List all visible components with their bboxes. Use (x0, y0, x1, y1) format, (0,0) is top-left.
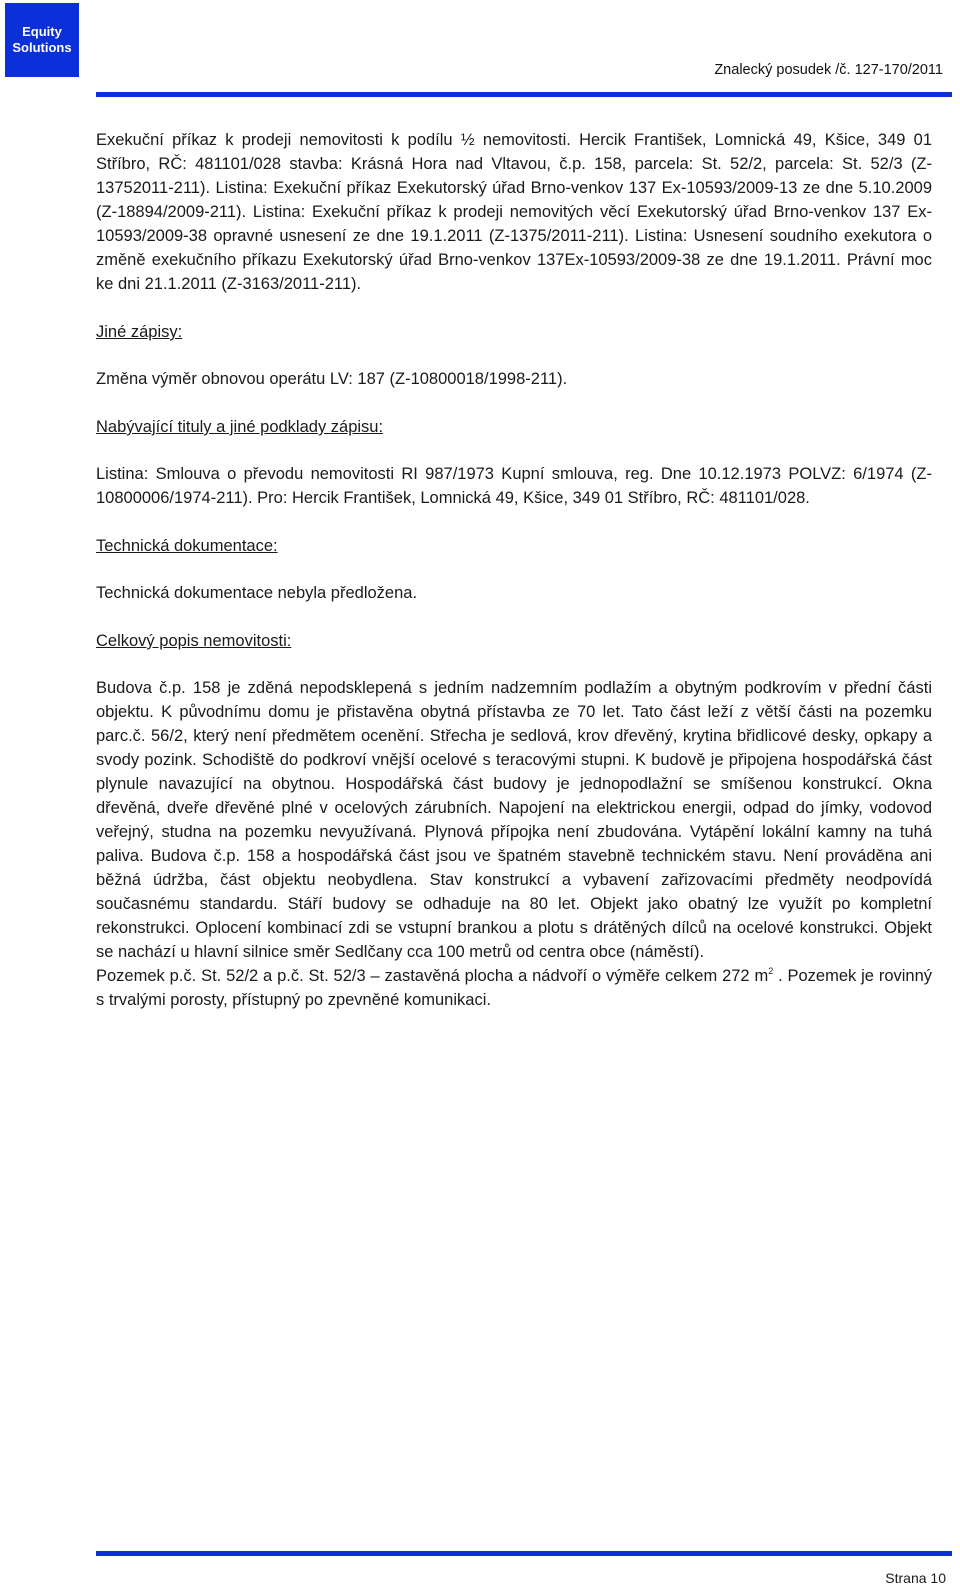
other-records-heading: Jiné zápisy: (96, 323, 183, 341)
logo-line-1: Equity (22, 24, 62, 39)
execution-paragraph: Exekuční příkaz k prodeji nemovitosti k podílu ½ nemovitosti. Hercik František, Lomnická 49, Kšice, 349 01 Stříbro, RČ: 481101/028 stavba: Krásná Hora nad Vltavou, č.p. 158, parcela: St. 52/2, parcela: St. 52/3 (Z-13752011-211). Listina: Exekuční příkaz Exekutorský úřad Brno-venkov 137 Ex-10593/2009-13 ze dne 5.10.2009 (Z-18894/2009-211). Listina: Exekuční příkaz k prodeji nemovitých věcí Exekutorský úřad Brno-venkov 137 Ex-10593/2009-38 opravné usnesení ze dne 19.1.2011 (Z-1375/2011-211). Listina: Usnesení soudního exekutora o změně exekučního příkazu Exekutorský úřad Brno-venkov 137Ex-10593/2009-38 ze dne 19.1.2011. Právní moc ke dni 21.1.2011 (Z-3163/2011-211). (96, 131, 932, 293)
logo-line-2: Solutions (12, 40, 72, 55)
document-reference: Znalecký posudek /č. 127-170/2011 (714, 62, 943, 78)
technical-documentation-heading: Technická dokumentace: (96, 537, 278, 555)
land-description-text (96, 964, 932, 1012)
titles-heading: Nabývající tituly a jiné podklady zápisu: (96, 418, 384, 436)
page-content (96, 128, 932, 1012)
other-records-text: Změna výměr obnovou operátu LV: 187 (Z-10800018/1998-211). (96, 370, 568, 388)
property-description-heading: Celkový popis nemovitosti: (96, 632, 292, 650)
footer-rule (96, 1551, 952, 1556)
property-description-text: Budova č.p. 158 je zděná nepodsklepená s jedním nadzemním podlažím a obytným podkrovím v přední části objektu. K původnímu domu je přistavěna obytná přístavba ze 70 let. Tato část leží z větší části na pozemku parc.č. 56/2, který není předmětem ocenění. Střecha je sedlová, krov dřevěný, krytina břidlicové desky, opkapy a svody pozink. Schodiště do podkroví vnější ocelové s teracovými stupni. K budově je připojena hospodářská část plynule navazující na obytnou. Hospodářská část budovy je jednopodlažní se smíšenou konstrukcí. Okna dřevěná, dveře dřevěné plné v ocelových zárubních. Napojení na elektrickou energii, odpad do jímky, vodovod veřejný, studna na pozemku nevyužívaná. Plynová přípojka není zbudována. Vytápění lokální kamny na tuhá paliva. Budova č.p. 158 a hospodářská část jsou ve špatném stavebně technickém stavu. Není prováděna ani běžná údržba, část objektu neobydlena. Stav konstrukcí a vybavení zařizovacími předměty neodpovídá současnému standardu. Stáří budovy se odhaduje na 80 let. Objekt jako obatný lze využít po kompletní rekonstrukci. Oplocení kombinací zdi se vstupní brankou a plotu s drátěných dílců na ocelové konstrukci. Objekt se nachází u hlavní silnice směr Sedlčany cca 100 metrů od centra obce (náměstí). (96, 679, 932, 961)
header-rule (96, 92, 952, 97)
land-text-before: Pozemek p.č. St. 52/2 a p.č. St. 52/3 – zastavěná plocha a nádvoří o výměře celkem 272 m (96, 967, 769, 985)
land-area-superscript: 2 (768, 966, 774, 976)
equity-solutions-logo (5, 3, 79, 77)
titles-text: Listina: Smlouva o převodu nemovitosti RI 987/1973 Kupní smlouva, reg. Dne 10.12.1973 POLVZ: 6/1974 (Z-10800006/1974-211). Pro: Hercik František, Lomnická 49, Kšice, 349 01 Stříbro, RČ: 481101/028. (96, 465, 932, 507)
land-text-after: . Pozemek je rovinný s trvalými porosty, přístupný po zpevněné komunikaci. (96, 967, 933, 1009)
page-number: Strana 10 (885, 1570, 946, 1586)
technical-documentation-text: Technická dokumentace nebyla předložena. (96, 584, 418, 602)
